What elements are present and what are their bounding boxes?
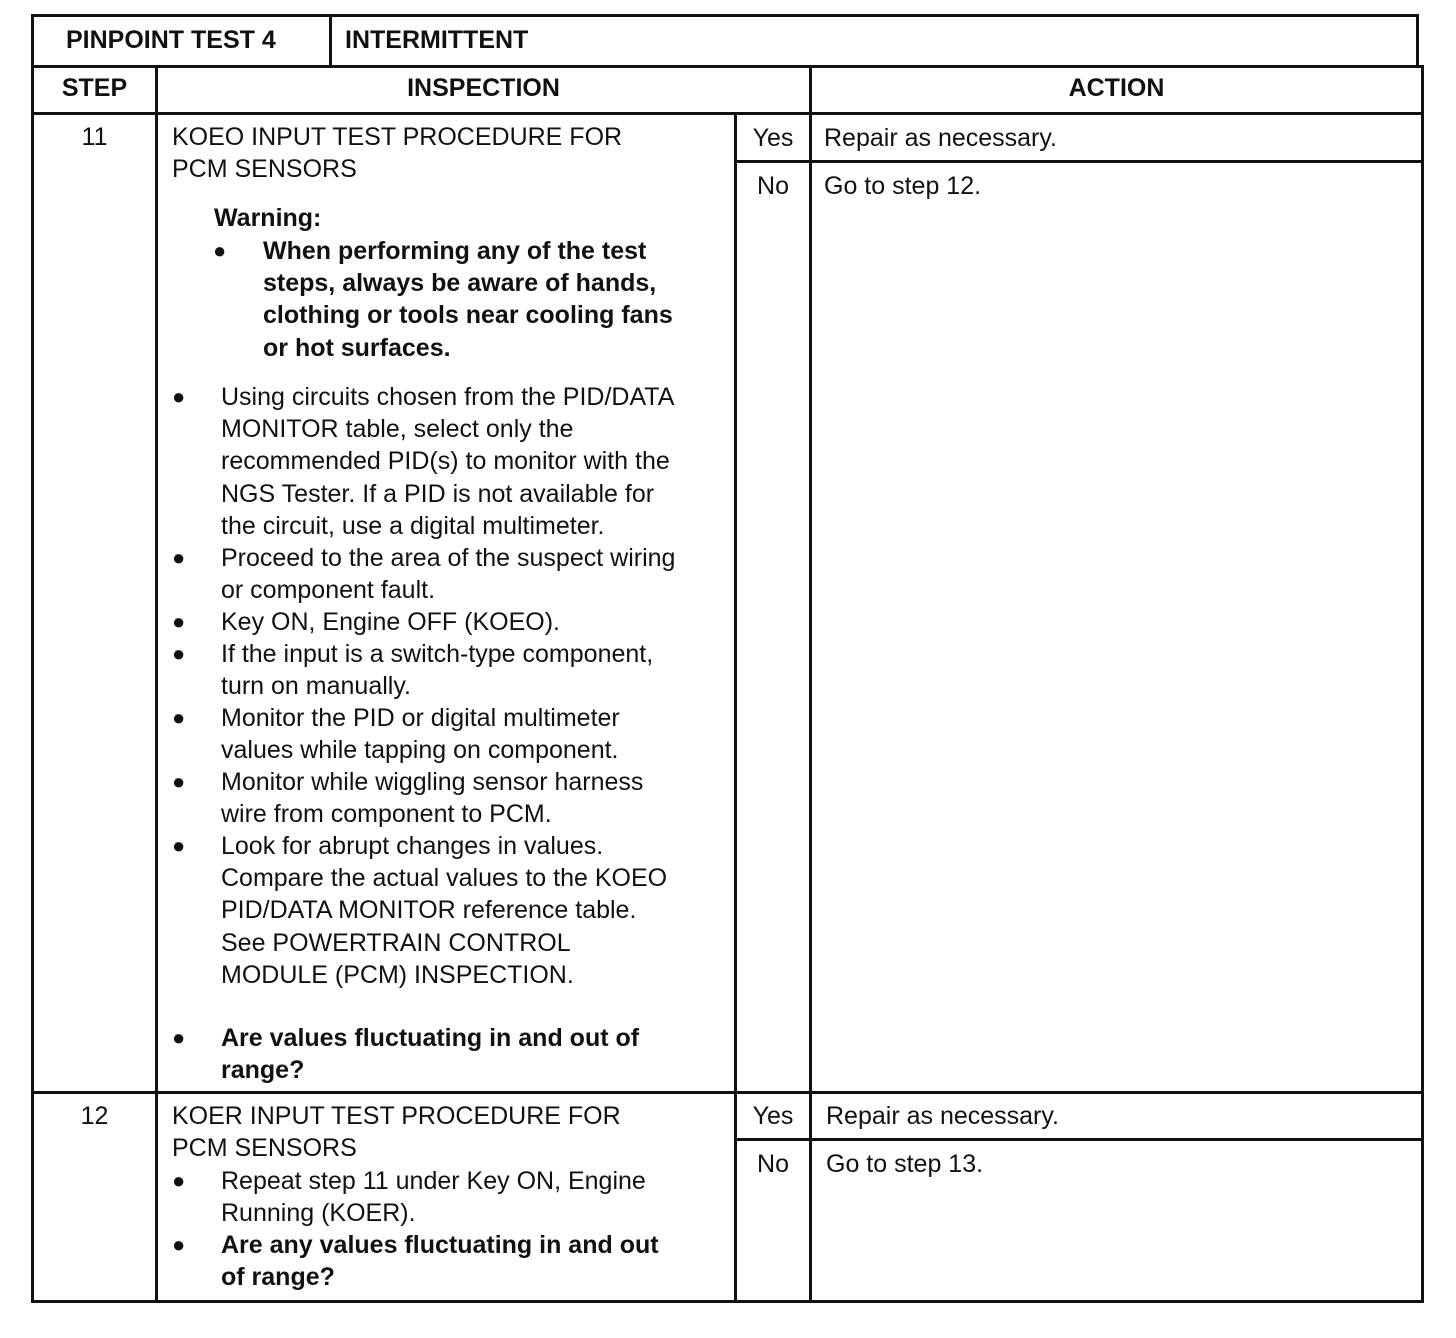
step-11-title-line1: KOEO INPUT TEST PROCEDURE FOR <box>172 123 623 151</box>
bullet-icon: ● <box>172 705 186 730</box>
step-11-yes-action: Repair as necessary. <box>824 124 1057 152</box>
pinpoint-test-label: PINPOINT TEST 4 <box>66 26 276 54</box>
warning-line: clothing or tools near cooling fans <box>263 301 673 330</box>
step-11-warning-text <box>263 235 673 364</box>
step-12-yes-label: Yes <box>752 1102 794 1130</box>
step-12-number: 12 <box>80 1102 109 1130</box>
bullet-icon: ● <box>172 384 186 409</box>
step-11-bullet-2: Proceed to the area of the suspect wiring or component fault. <box>221 544 676 605</box>
inspection-action-divider <box>809 65 812 1303</box>
bullet-icon: ● <box>172 545 186 570</box>
column-header-divider <box>31 112 1424 115</box>
step-11-no-action: Go to step 12. <box>824 172 982 200</box>
pinpoint-test-name: INTERMITTENT <box>345 26 529 54</box>
warning-bullet-icon: ● <box>213 238 227 263</box>
bullet-icon: ● <box>172 1232 186 1257</box>
bullet-icon: ● <box>172 641 186 666</box>
step-11-bullet-5: Monitor the PID or digital multimeter values while tapping on component. <box>221 704 620 765</box>
step-12-title-line1: KOER INPUT TEST PROCEDURE FOR <box>172 1102 621 1130</box>
step-12-yes-action: Repair as necessary. <box>826 1102 1059 1130</box>
title-divider <box>329 14 332 68</box>
step-12-title-line2: PCM SENSORS <box>172 1134 357 1162</box>
step-11-yes-label: Yes <box>752 124 794 152</box>
step-column-divider <box>155 65 158 1303</box>
step-11-number: 11 <box>81 123 108 151</box>
step-11-bullet-7: Look for abrupt changes in values. Compare the actual values to the KOEO PID/DATA MONITOR reference table. See POWERTRAIN CONTROL MODULE (PCM) INSPECTION. <box>221 832 668 989</box>
yes-no-divider-12 <box>734 1138 1424 1141</box>
step-12-no-action: Go to step 13. <box>826 1150 984 1178</box>
bullet-icon: ● <box>172 769 186 794</box>
bullet-icon: ● <box>172 1025 186 1050</box>
bullet-icon: ● <box>172 609 186 634</box>
yes-no-column-divider-11 <box>734 112 737 1092</box>
warning-line: or hot surfaces. <box>263 333 451 362</box>
step-11-question: Are values fluctuating in and out of range? <box>221 1024 640 1085</box>
step-row-divider <box>31 1091 1424 1094</box>
step-11-no-label: No <box>757 172 789 200</box>
step-11-bullet-6: Monitor while wiggling sensor harness wire from component to PCM. <box>221 768 644 829</box>
step-12-no-label: No <box>757 1150 789 1178</box>
step-11-bullet-3: Key ON, Engine OFF (KOEO). <box>221 608 560 636</box>
warning-line: When performing any of the test <box>263 237 647 265</box>
yes-no-divider-11 <box>734 160 1424 163</box>
step-11-warning-label: Warning: <box>214 204 322 232</box>
bullet-icon: ● <box>172 1168 186 1193</box>
column-header-inspection: INSPECTION <box>407 74 560 102</box>
step-12-bullet-1: Repeat step 11 under Key ON, Engine Running (KOER). <box>221 1167 646 1228</box>
step-11-bullet-4: If the input is a switch-type component, turn on manually. <box>221 640 654 701</box>
step-11-title-line2: PCM SENSORS <box>172 155 357 183</box>
warning-line: steps, always be aware of hands, <box>263 269 657 298</box>
step-11-bullet-1: Using circuits chosen from the PID/DATA MONITOR table, select only the recommended PID(s) to monitor with the NGS Tester. If a PID is not available for the circuit, use a digital multimeter. <box>221 383 675 540</box>
bullet-icon: ● <box>172 833 186 858</box>
step-12-question: Are any values fluctuating in and out of range? <box>221 1231 659 1292</box>
column-header-step: STEP <box>61 74 128 102</box>
column-header-action: ACTION <box>1068 74 1165 102</box>
